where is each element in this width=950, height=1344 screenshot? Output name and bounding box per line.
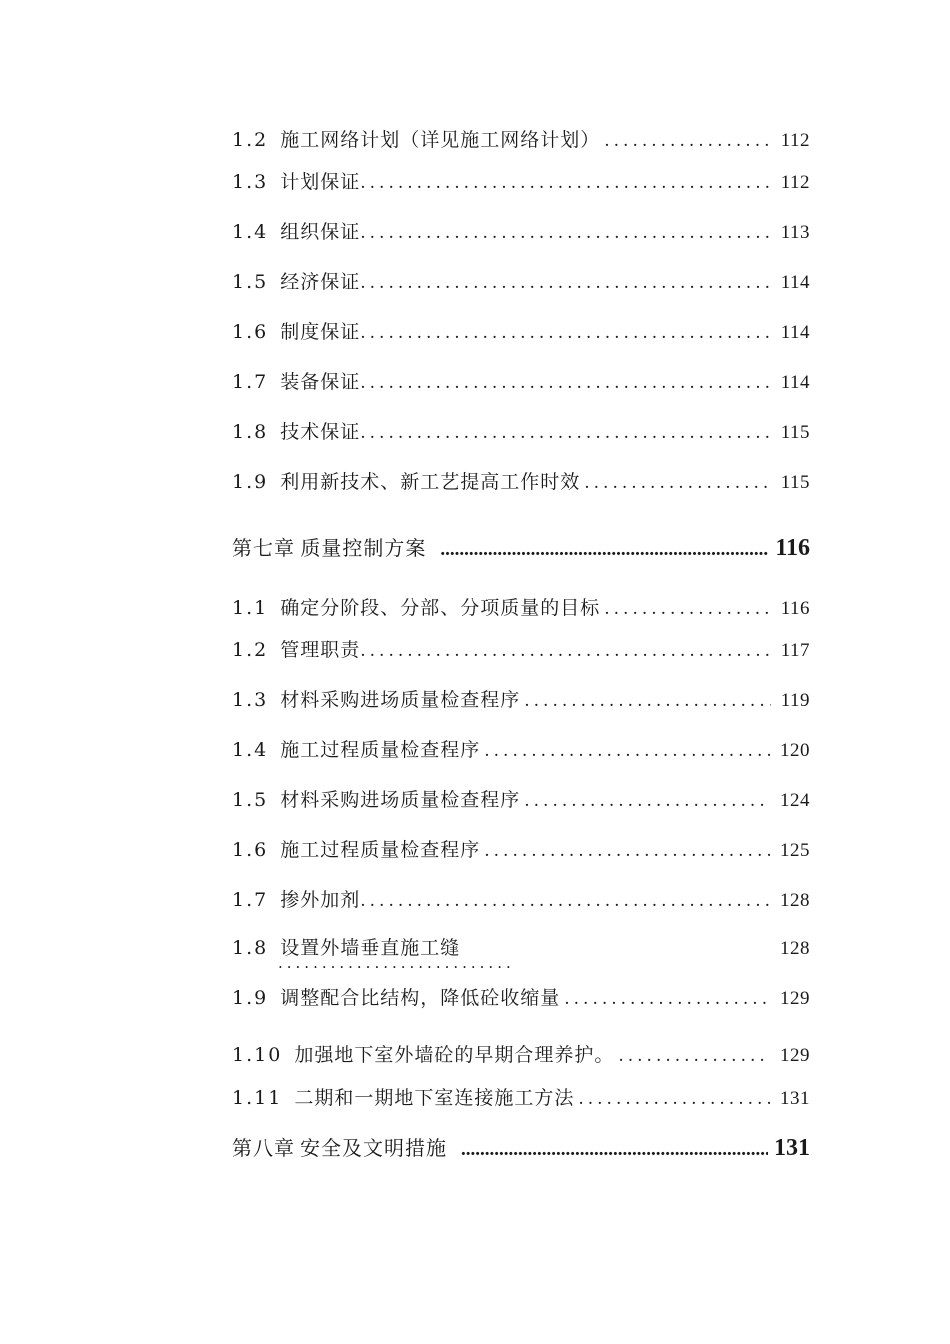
toc-entry-number: 1.3 [232,689,269,711]
toc-entry-title: 施工过程质量检查程序 [280,739,481,761]
toc-entry-title: 计划保证 [280,171,361,193]
dot-leader [360,639,770,663]
chapter-label: 第八章 [232,1136,295,1160]
toc-entry[interactable] [232,838,810,863]
dot-leader [604,597,770,621]
toc-entry-number: 1.6 [232,839,269,861]
toc-entry[interactable] [232,1086,810,1111]
toc-entry-number: 1.9 [232,471,269,493]
toc-entry-title: 调整配合比结构，降低砼收缩量 [280,987,561,1009]
dot-leader [584,471,770,495]
toc-entry-title: 掺外加剂 [280,889,361,911]
toc-entry-title: 设置外墙垂直施工缝 [280,937,461,959]
toc-entry-number: 1.3 [232,171,269,193]
toc-entry-title: 材料采购进场质量检查程序 [280,689,521,711]
toc-entry-number: 1.5 [232,789,269,811]
dot-leader: ........................... [278,954,515,972]
toc-entry-page: 113 [780,222,810,243]
toc-entry-page: 117 [780,640,810,661]
toc-entry-page: 112 [780,130,810,151]
toc-entry-page: 131 [780,1088,810,1109]
dot-leader [360,171,770,195]
chapter-heading[interactable] [232,534,810,564]
toc-entry-number: 1.6 [232,321,269,343]
toc-entry-page: 120 [780,740,810,761]
toc-entry[interactable] [232,1043,810,1068]
chapter-label: 第七章 [232,536,295,560]
toc-entry-number: 1.9 [232,987,269,1009]
dot-leader [360,889,770,913]
toc-entry[interactable] [232,688,810,713]
toc-entry[interactable] [232,270,810,295]
toc-entry-title: 施工网络计划（详见施工网络计划） [280,129,601,151]
toc-entry[interactable] [232,788,810,813]
toc-entry[interactable] [232,986,810,1011]
dot-leader [578,1087,770,1111]
dot-leader [360,221,770,245]
dot-leader [564,987,770,1011]
toc-entry-title: 二期和一期地下室连接施工方法 [294,1087,575,1109]
toc-entry-page: 114 [780,372,810,393]
toc-entry-title: 制度保证 [280,321,361,343]
toc-entry[interactable] [232,738,810,763]
dot-leader [618,1044,770,1068]
toc-entry-number: 1.1 [232,597,269,619]
dot-leader [524,689,770,713]
toc-entry-page: 125 [780,840,810,861]
toc-entry-page: 114 [780,272,810,293]
toc-entry-page: 128 [780,938,810,959]
toc-entry[interactable] [232,936,810,971]
toc-entry-page: 129 [780,1045,810,1066]
toc-entry-page: 124 [780,790,810,811]
toc-entry-number: 1.11 [232,1087,283,1109]
toc-entry-title: 利用新技术、新工艺提高工作时效 [280,471,581,493]
toc-entry-number: 1.8 [232,937,269,959]
chapter-page: 131 [774,1135,810,1161]
toc-entry-page: 115 [780,472,810,493]
chapter-title: 质量控制方案 [300,536,427,560]
toc-entry-number: 1.7 [232,889,269,911]
toc-entry-title: 组织保证 [280,221,361,243]
toc-entry-title: 材料采购进场质量检查程序 [280,789,521,811]
toc-entry[interactable] [232,370,810,395]
toc-entry-number: 1.8 [232,421,269,443]
toc-entry-page: 115 [780,422,810,443]
chapter-page: 116 [775,535,810,561]
dot-leader [524,789,770,813]
toc-entry[interactable] [232,128,810,153]
toc-entry-title: 装备保证 [280,371,361,393]
dot-leader [360,421,770,445]
toc-entry[interactable] [232,470,810,495]
dot-leader [604,129,770,153]
toc-entry-number: 1.2 [232,639,269,661]
dot-leader [484,839,770,863]
toc-entry-title: 施工过程质量检查程序 [280,839,481,861]
toc-entry-number: 1.4 [232,739,269,761]
toc-entry-title: 管理职责 [280,639,361,661]
toc-entry[interactable] [232,170,810,195]
toc-entry-number: 1.2 [232,129,269,151]
toc-entry-page: 128 [780,890,810,911]
dot-leader [484,739,770,763]
dot-leader [360,271,770,295]
chapter-title: 安全及文明措施 [299,1136,447,1160]
toc-entry-page: 129 [780,988,810,1009]
toc-entry[interactable] [232,420,810,445]
dot-leader [360,321,770,345]
dot-leader [360,371,770,395]
toc-entry-page: 112 [780,172,810,193]
toc-entry-page: 114 [780,322,810,343]
toc-entry-number: 1.7 [232,371,269,393]
toc-entry-title: 确定分阶段、分部、分项质量的目标 [280,597,601,619]
toc-entry-title: 技术保证 [280,421,361,443]
toc-entry-number: 1.5 [232,271,269,293]
toc-entry-number: 1.4 [232,221,269,243]
dot-leader [440,536,769,564]
toc-entry[interactable] [232,220,810,245]
toc-entry-page: 116 [780,598,810,619]
toc-entry-page: 119 [780,690,810,711]
toc-entry[interactable] [232,320,810,345]
dot-leader [461,1136,768,1164]
toc-entry-title: 经济保证 [280,271,361,293]
toc-entry[interactable] [232,638,810,663]
chapter-heading[interactable] [232,1134,810,1164]
toc-entry-number: 1.10 [232,1044,283,1066]
toc-entry[interactable] [232,596,810,621]
toc-entry-title: 加强地下室外墙砼的早期合理养护。 [294,1044,615,1066]
toc-entry[interactable] [232,888,810,913]
